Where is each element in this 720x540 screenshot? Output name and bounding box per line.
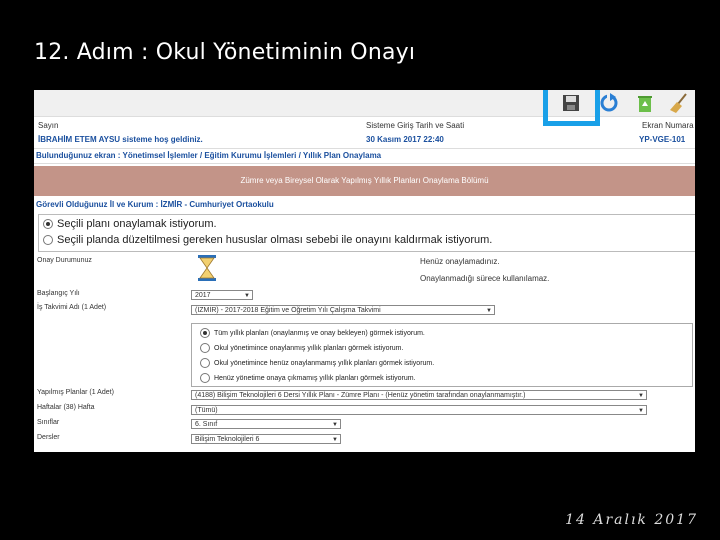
filter-all-label: Tüm yıllık planları (onaylanmış ve onay bekleyen) görmek istiyorum. [214,329,425,337]
filter-all-radio[interactable] [200,328,210,338]
start-year-label: Başlangıç Yılı [37,290,80,297]
slide-date: 14 Aralık 2017 [565,512,698,528]
filter-all[interactable] [200,328,425,338]
greeting-label: Sayın [38,121,59,130]
classes-select[interactable]: 6. Sınıf ▼ [191,419,341,429]
approve-radio[interactable] [43,219,53,229]
weeks-label: Haftalar (38) Hafta [37,404,95,411]
app-screenshot [34,90,695,452]
plans-label: Yapılmış Planlar (1 Adet) [37,389,114,396]
approval-options [38,214,695,252]
login-label: Sisteme Giriş Tarih ve Saati [366,121,465,130]
calendar-select[interactable]: (İZMİR) - 2017-2018 Eğitim ve Öğretim Yılı Çalışma Takvimi ▼ [191,305,495,315]
screen-no-label: Ekran Numara [642,121,694,130]
filter-approved[interactable] [200,343,403,353]
courses-label: Dersler [37,434,60,441]
section-title: Zümre veya Bireysel Olarak Yapılmış Yıllık Planları Onaylama Bölümü [34,166,695,196]
classes-label: Sınıflar [37,419,60,426]
courses-value: Bilişim Teknolojileri 6 [195,436,260,443]
status-text-2: Onaylanmadığı sürece kullanılamaz. [420,274,550,283]
classes-value: 6. Sınıf [195,421,218,428]
reject-option[interactable] [43,234,492,246]
slide-title: 12. Adım : Okul Yönetiminin Onayı [34,40,416,65]
weeks-value: (Tümü) [195,407,218,414]
filter-approved-label: Okul yönetimince onaylanmış yıllık planları görmek istiyorum. [214,344,404,352]
login-value: 30 Kasım 2017 22:40 [366,135,444,144]
filter-unapproved[interactable] [200,358,434,368]
reject-option-label: Seçili planda düzeltilmesi gereken hususlar olması sebebi ile onayını kaldırmak istiyorum. [57,234,493,246]
plans-select[interactable]: (4188) Bilişim Teknolojileri 6 Dersi Yıllık Planı - Zümre Planı - (Henüz yönetim tarafından onaylanmamıştır.) ▼ [191,390,647,400]
filter-not-submitted-label: Henüz yönetime onaya çıkmamış yıllık planları görmek istiyorum. [214,374,416,382]
breadcrumb: Bulunduğunuz ekran : Yönetimsel İşlemler / Eğitim Kurumu İşlemleri / Yıllık Plan Onaylama [36,151,382,160]
broom-icon[interactable] [668,92,690,114]
status-label: Onay Durumunuz [37,257,92,264]
save-highlight-box [543,90,600,126]
start-year-select[interactable]: 2017 ▼ [191,290,253,300]
reject-radio[interactable] [43,235,53,245]
refresh-icon[interactable] [598,92,620,114]
start-year-value: 2017 [195,292,211,299]
filter-unapproved-label: Okul yönetimince henüz onaylanmamış yıllık planları görmek istiyorum. [214,359,435,367]
hourglass-icon [196,254,218,282]
approve-option[interactable] [43,218,217,230]
calendar-value: (İZMİR) - 2017-2018 Eğitim ve Öğretim Yılı Çalışma Takvimi [195,307,381,314]
approve-option-label: Seçili planı onaylamak istiyorum. [57,218,217,230]
filter-approved-radio[interactable] [200,343,210,353]
user-welcome: İBRAHİM ETEM AYSU sisteme hoş geldiniz. [38,135,203,144]
plan-filter-options [191,323,693,387]
weeks-select[interactable]: (Tümü) ▼ [191,405,647,415]
status-text-1: Henüz onaylamadınız. [420,257,500,266]
institution-info: Görevli Olduğunuz İl ve Kurum : İZMİR - Cumhuriyet Ortaokulu [36,200,274,209]
screen-no-value: YP-VGE-101 [639,135,686,144]
calendar-label: İş Takvimi Adı (1 Adet) [37,304,107,311]
recycle-icon[interactable] [634,92,656,114]
plans-value: (4188) Bilişim Teknolojileri 6 Dersi Yıllık Planı - Zümre Planı - (Henüz yönetim tarafından onaylanmamıştır.) [195,392,526,399]
filter-not-submitted[interactable] [200,373,416,383]
filter-not-submitted-radio[interactable] [200,373,210,383]
courses-select[interactable]: Bilişim Teknolojileri 6 ▼ [191,434,341,444]
filter-unapproved-radio[interactable] [200,358,210,368]
